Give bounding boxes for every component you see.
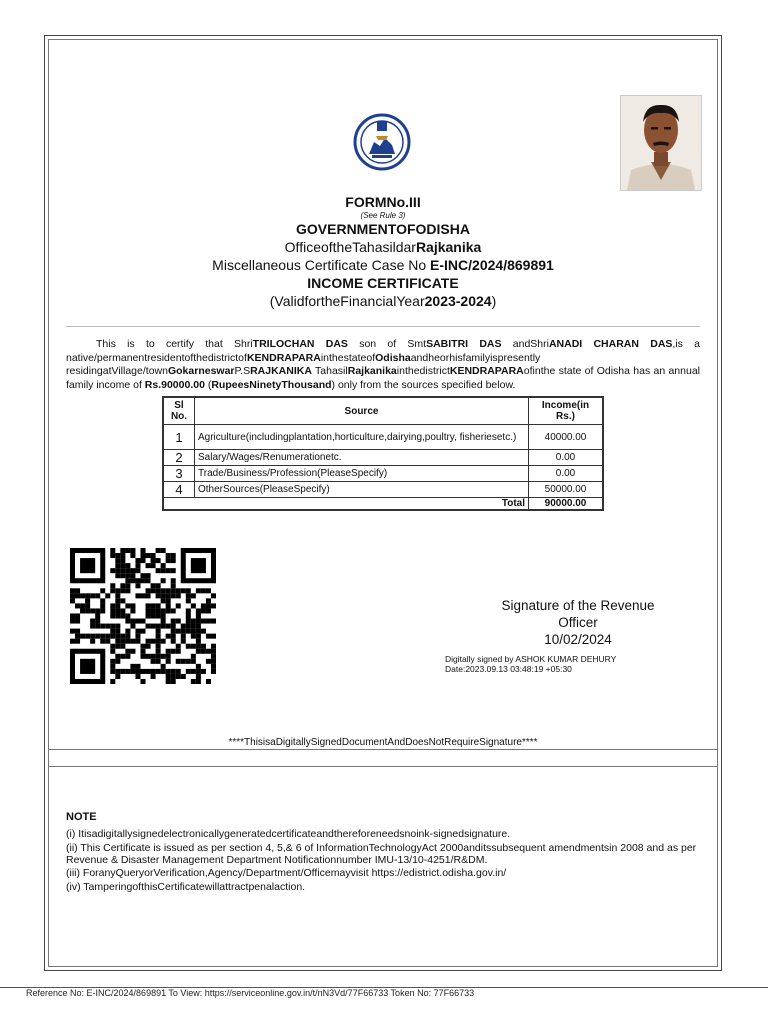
office-line: OfficeoftheTahasildarRajkanika bbox=[284, 239, 482, 255]
header-sl: Sl No. bbox=[163, 397, 195, 425]
list-item: (iv) TamperingofthisCertificatewillattractpenalaction. bbox=[66, 880, 306, 893]
certification-paragraph: This is to certify that ShriTRILOCHAN DAS son of SmtSABITRI DAS andShriANADI CHARAN DAS,is a native/permanentresidentofthedistrictofKENDRAPARAinthestateofOdishaandheorhisfamilyispresently residingatVillage/townGokarneswarP.SRAJKANIKA TahasilRajkanikainthedistrictKENDRAPARAofinthe state of Odisha has an annual family income of Rs.90000.00 (RupeesNinetyThousand) only from the sources specified below. bbox=[66, 338, 701, 391]
qr-code[interactable] bbox=[70, 548, 216, 684]
table-row: 4 OtherSources(PleaseSpecify) 50000.00 bbox=[163, 482, 603, 498]
list-item: (ii) This Certificate is issued as per section 4, 5,& 6 of InformationTechnologyAct 2000anditssubsequent amendmentsin 2008 and as per Revenue & Disaster Management Department Notificationnumber IMU-13/10-4251/R&DM. bbox=[66, 841, 697, 866]
table-row: 2 Salary/Wages/Renumerationetc. 0.00 bbox=[163, 450, 603, 466]
government-title: GOVERNMENTOFODISHA bbox=[296, 221, 470, 237]
note-list bbox=[66, 828, 716, 894]
total-value: 90000.00 bbox=[529, 498, 604, 511]
case-number-line: Miscellaneous Certificate Case No E-INC/2024/869891 bbox=[212, 257, 554, 273]
divider bbox=[66, 326, 700, 327]
table-row: 1 Agriculture(includingplantation,horticulture,dairying,poultry, fisheriesetc.) 40000.00 bbox=[163, 425, 603, 450]
table-header-row bbox=[163, 397, 603, 425]
header-source: Source bbox=[195, 397, 529, 425]
list-item: (i) Itisadigitallysignedelectronicallygeneratedcertificateandthereforeneedsnoink-signedsignature. bbox=[66, 828, 511, 840]
list-item: (iii) ForanyQueryorVerification,Agency/Department/Officemayvisit https://edistrict.odisha.gov.in/ bbox=[66, 867, 507, 879]
table-row: 3 Trade/Business/Profession(PleaseSpecify) 0.00 bbox=[163, 466, 603, 482]
total-label: Total bbox=[163, 498, 529, 511]
separator-strip bbox=[48, 749, 718, 767]
total-row bbox=[163, 498, 603, 511]
reference-footer: Reference No: E-INC/2024/869891 To View: https://serviceonline.gov.in/t/nN3Vd/77F66733 Token No: 77F66733 bbox=[26, 988, 475, 998]
digital-signature: Digitally signed by ASHOK KUMAR DEHURY Date:2023.09.13 03:48:19 +05:30 bbox=[445, 654, 617, 674]
digital-document-note: ****ThisisaDigitallySignedDocumentAndDoesNotRequireSignature**** bbox=[228, 737, 538, 748]
certificate-title: INCOME CERTIFICATE bbox=[307, 275, 459, 291]
note-title: NOTE bbox=[66, 811, 97, 823]
signature-block: Signature of the Revenue Officer 10/02/2024 bbox=[501, 598, 655, 647]
header-income: Income(in Rs.) bbox=[529, 397, 604, 425]
income-table bbox=[162, 396, 604, 511]
odisha-emblem-icon bbox=[352, 112, 412, 172]
form-number: FORMNo.III bbox=[345, 194, 421, 210]
applicant-photo bbox=[620, 95, 702, 191]
rule-reference: (See Rule 3) bbox=[360, 211, 406, 220]
validity-line: (ValidfortheFinancialYear2023-2024) bbox=[269, 293, 497, 309]
